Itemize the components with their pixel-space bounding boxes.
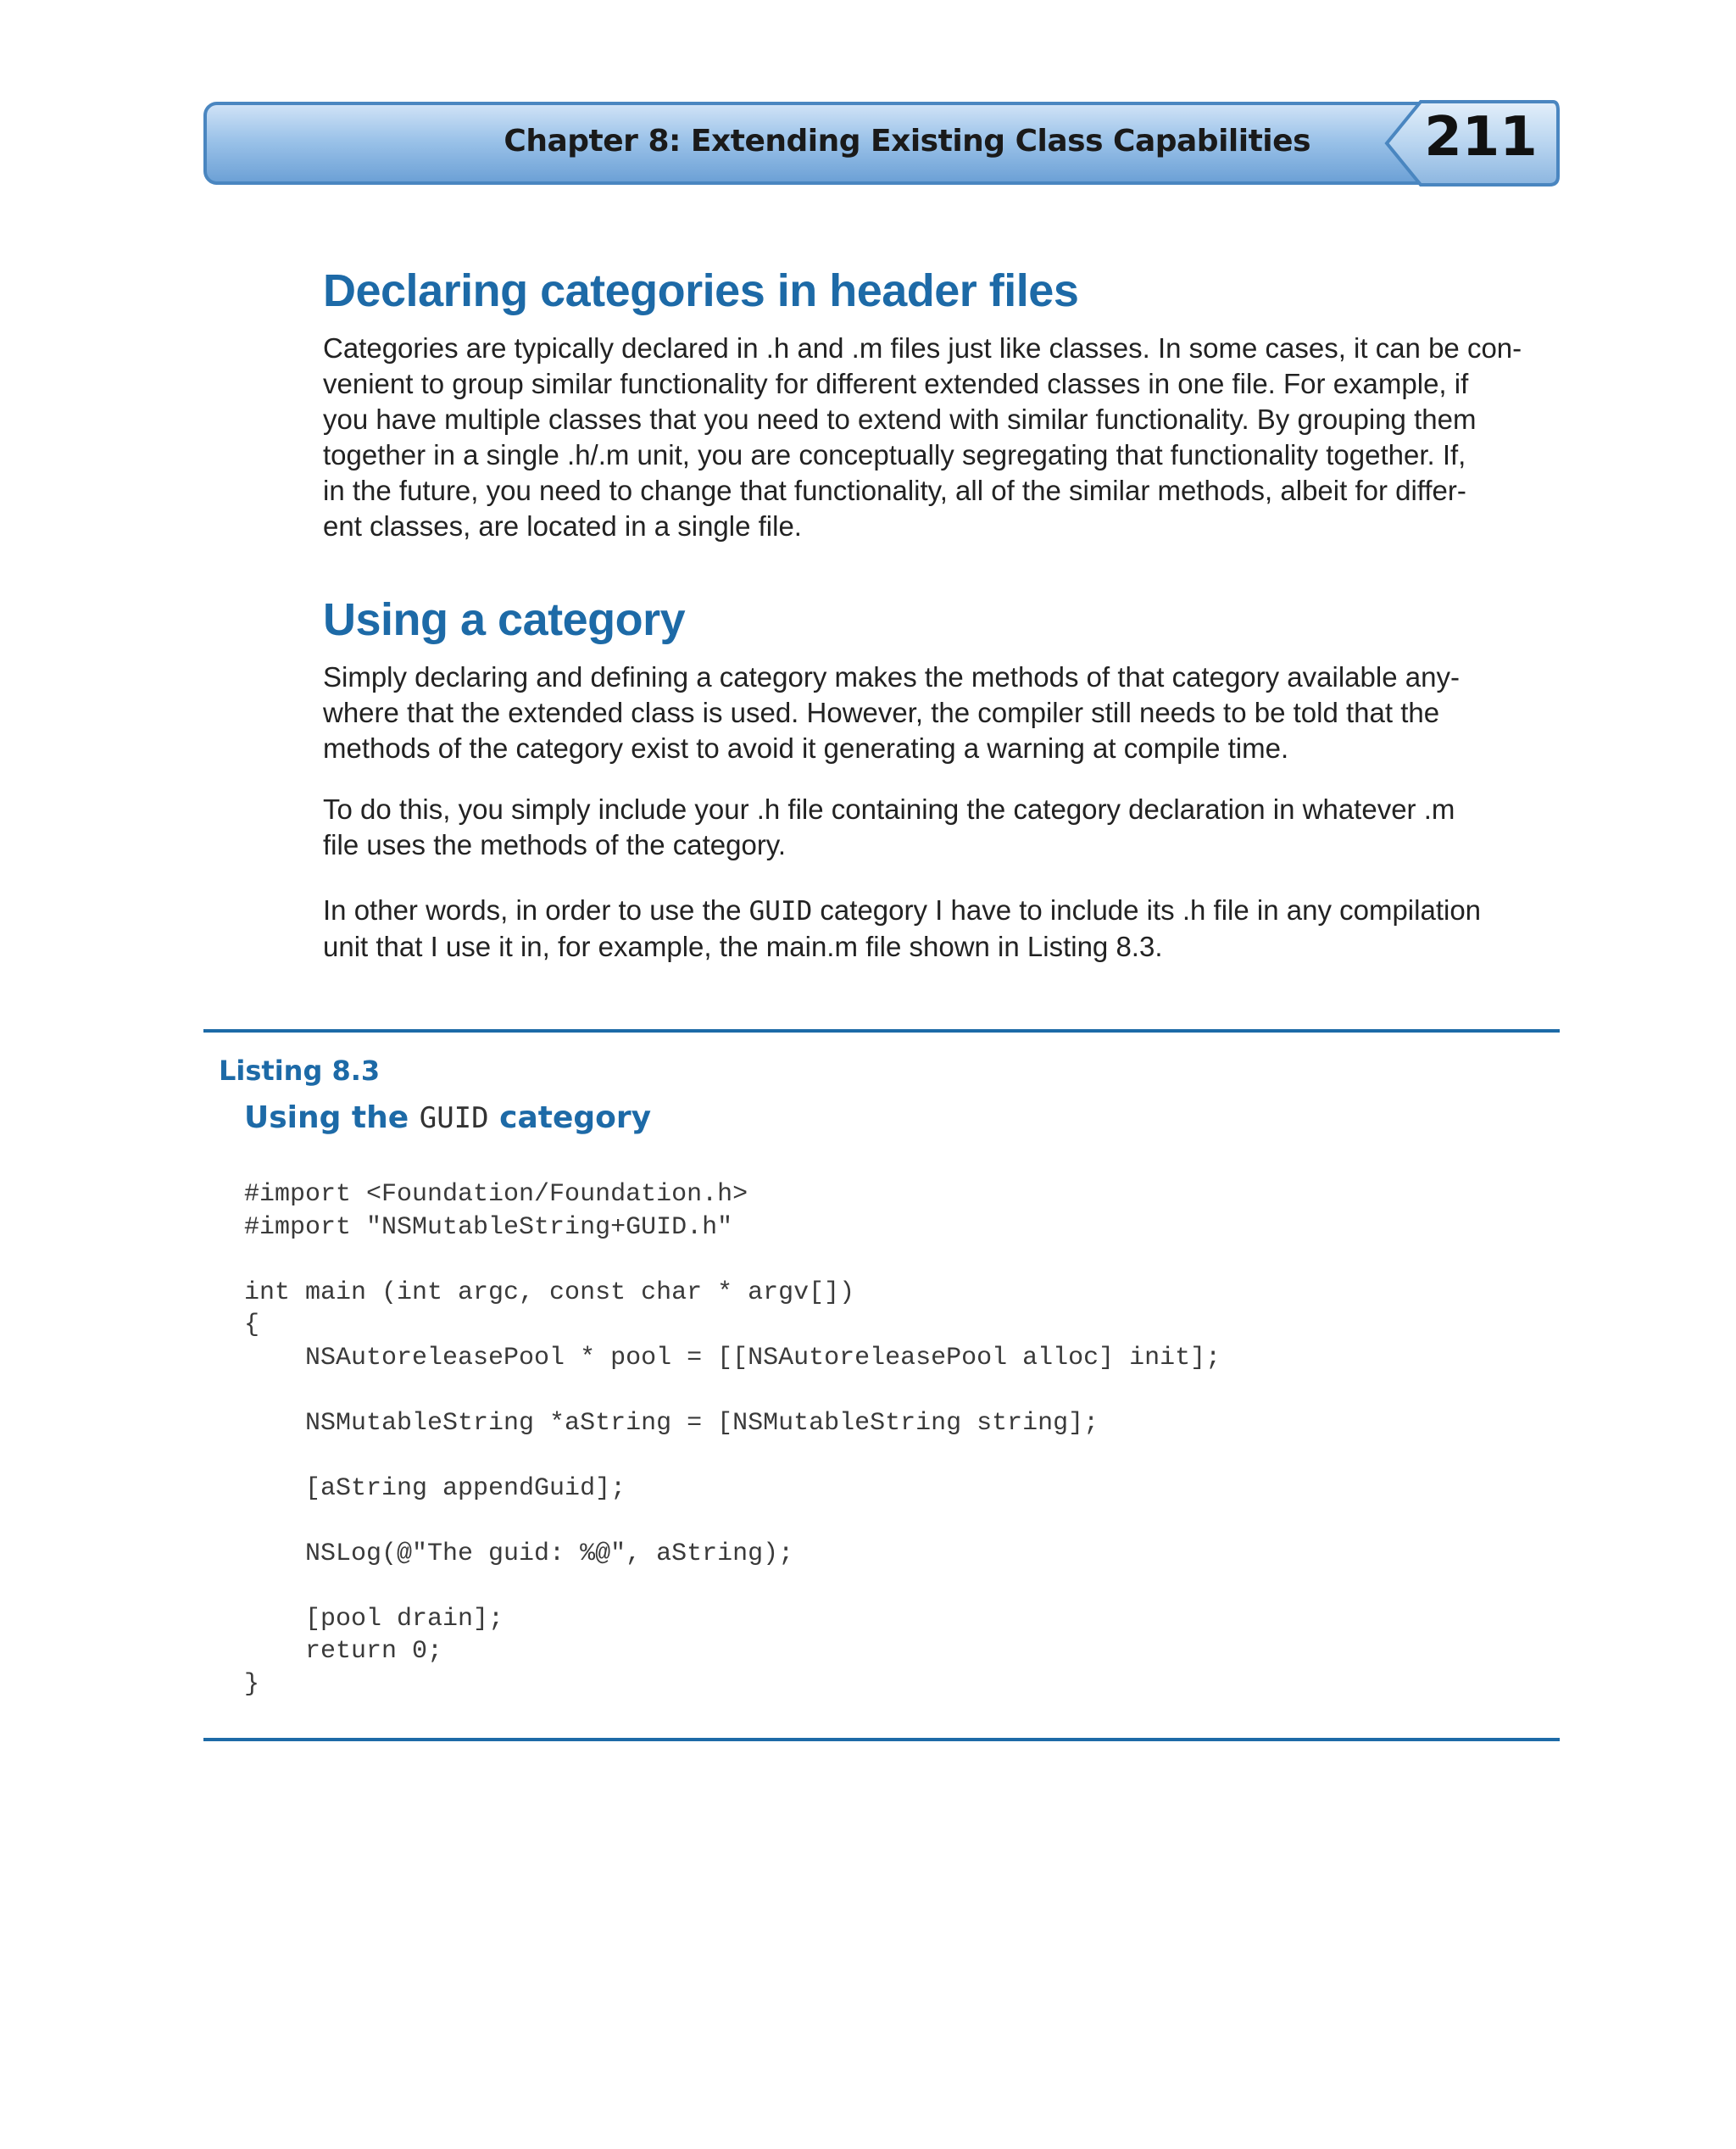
listing-caption — [244, 1100, 651, 1135]
text-line: file uses the methods of the category. — [323, 829, 787, 860]
page-number: 211 — [1424, 106, 1538, 169]
text-line: venient to group similar functionality for different extended classes in one file. For example, if — [323, 368, 1469, 399]
text-line: Categories are typically declared in .h and .m files just like classes. In some cases, it can be con- — [323, 332, 1522, 364]
paragraph-using-category-3 — [323, 893, 1544, 965]
text-run: category I have to include its .h file in any compilation — [812, 894, 1482, 926]
caption-text: Using the — [244, 1100, 420, 1135]
text-line: you have multiple classes that you need to extend with similar functionality. By grouping them — [323, 404, 1477, 435]
code-listing: #import <Foundation/Foundation.h> #import "NSMutableString+GUID.h" int main (int argc, const char * argv[]) { NSAutoreleasePool * pool = [[NSAutoreleasePool alloc] init]; NSMutableString *aString = [NSMutableString string]; [aString appendGuid]; NSLog(@"The guid: %@", aString); [pool drain]; return 0; } — [244, 1180, 1221, 1699]
text-run: In other words, in order to use the — [323, 894, 749, 926]
text-line: ent classes, are located in a single file. — [323, 510, 802, 542]
text-line: Simply declaring and defining a category makes the methods of that category available any- — [323, 661, 1460, 693]
chapter-title: Chapter 8: Extending Existing Class Capabilities — [504, 124, 1310, 159]
caption-code-guid: GUID — [419, 1101, 489, 1135]
inline-code-guid: GUID — [748, 896, 813, 927]
text-line: where that the extended class is used. However, the compiler still needs to be told that the — [323, 697, 1440, 728]
text-line: methods of the category exist to avoid it generating a warning at compile time. — [323, 732, 1289, 764]
section-heading-using-category: Using a category — [323, 594, 686, 645]
text-line: To do this, you simply include your .h file containing the category declaration in whatever .m — [323, 793, 1455, 825]
listing-top-rule — [203, 1029, 1560, 1033]
chapter-header-bar — [203, 102, 1560, 185]
listing-label: Listing 8.3 — [219, 1055, 381, 1087]
paragraph-using-category-1 — [323, 660, 1544, 766]
paragraph-using-category-2 — [323, 792, 1544, 863]
caption-text: category — [488, 1100, 652, 1135]
text-line — [323, 893, 1544, 929]
paragraph-declaring-categories — [323, 331, 1544, 544]
text-line: unit that I use it in, for example, the main.m file shown in Listing 8.3. — [323, 931, 1163, 962]
text-line: in the future, you need to change that functionality, all of the similar methods, albeit for differ- — [323, 475, 1466, 506]
listing-bottom-rule — [203, 1738, 1560, 1741]
section-heading-declaring-categories: Declaring categories in header files — [323, 265, 1079, 316]
text-line: together in a single .h/.m unit, you are conceptually segregating that functionality together. If, — [323, 439, 1466, 470]
